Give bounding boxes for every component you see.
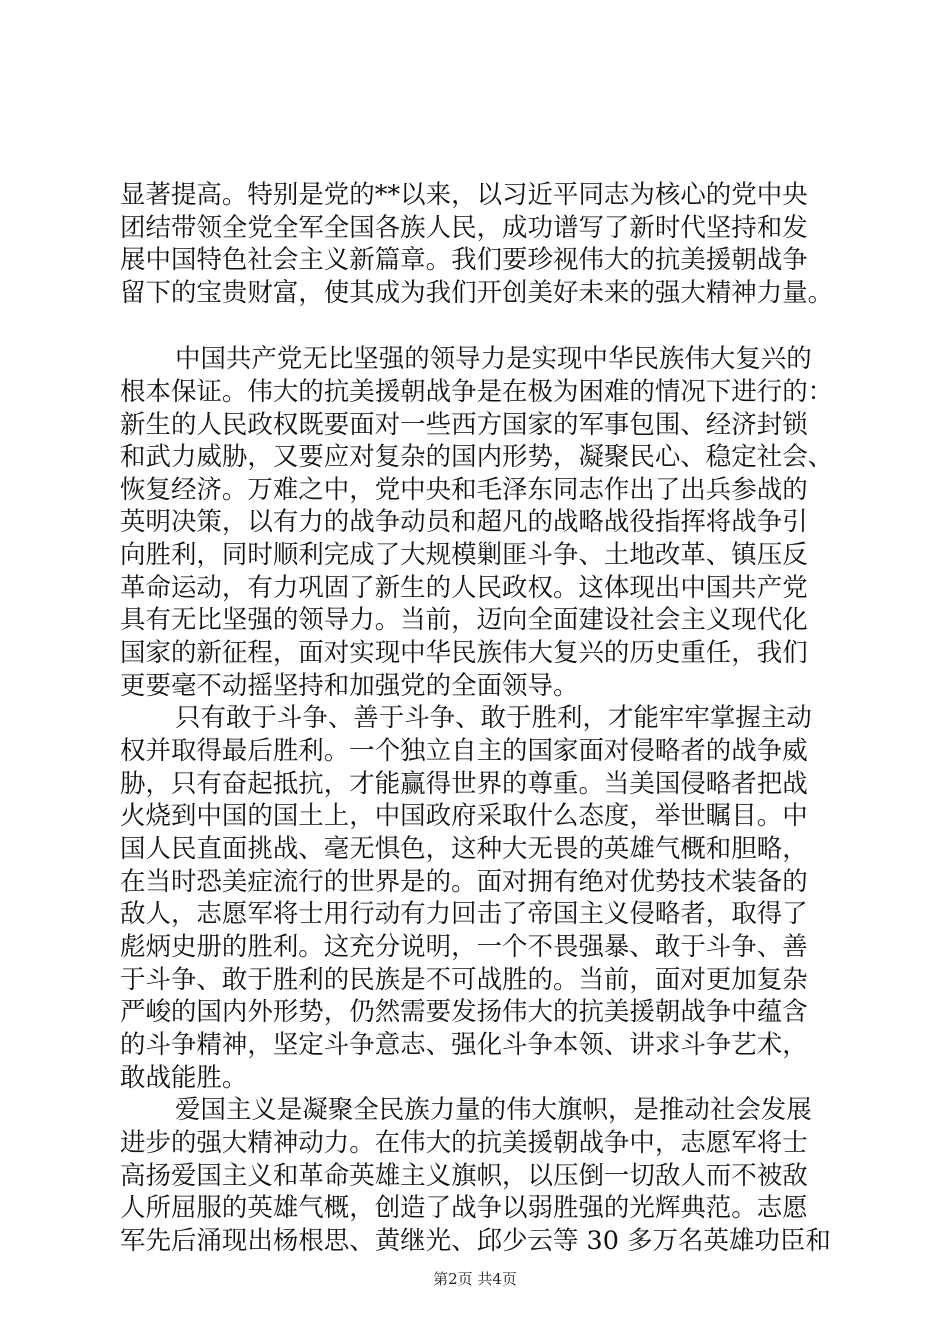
text-line: 军先后涌现出杨根思、黄继光、邱少云等 30 多万名英雄功臣和 bbox=[120, 1226, 831, 1256]
text-line: 恢复经济。万难之中，党中央和毛泽东同志作出了出兵参战的 bbox=[120, 475, 808, 505]
text-line: 展中国特色社会主义新篇章。我们要珍视伟大的抗美援朝战争 bbox=[120, 245, 808, 275]
text-line: 人所屈服的英雄气概，创造了战争以弱胜强的光辉典范。志愿 bbox=[120, 1193, 808, 1223]
text-line: 胁，只有奋起抵抗，才能赢得世界的尊重。当美国侵略者把战 bbox=[120, 769, 808, 799]
text-line: 和武力威胁，又要应对复杂的国内形势，凝聚民心、稳定社会、 bbox=[120, 442, 834, 472]
text-line: 权并取得最后胜利。一个独立自主的国家面对侵略者的战争威 bbox=[120, 736, 808, 766]
text-line: 在当时恐美症流行的世界是的。面对拥有绝对优势技术装备的 bbox=[120, 867, 808, 897]
text-line: 显著提高。特别是党的**以来，以习近平同志为核心的党中央 bbox=[120, 180, 808, 210]
text-line: 爱国主义是凝聚全民族力量的伟大旗帜，是推动社会发展 bbox=[175, 1095, 812, 1125]
text-line: 进步的强大精神动力。在伟大的抗美援朝战争中，志愿军将士 bbox=[120, 1128, 808, 1158]
text-line: 火烧到中国的国土上，中国政府采取什么态度，举世瞩目。中 bbox=[120, 801, 808, 831]
text-line: 革命运动，有力巩固了新生的人民政权。这体现出中国共产党 bbox=[120, 573, 808, 603]
text-line: 具有无比坚强的领导力。当前，迈向全面建设社会主义现代化 bbox=[120, 605, 808, 635]
text-line: 严峻的国内外形势，仍然需要发扬伟大的抗美援朝战争中蕴含 bbox=[120, 997, 808, 1027]
text-line: 新生的人民政权既要面对一些西方国家的军事包围、经济封锁 bbox=[120, 410, 808, 440]
text-line: 的斗争精神，坚定斗争意志、强化斗争本领、讲求斗争艺术， bbox=[120, 1030, 808, 1060]
text-line: 于斗争、敢于胜利的民族是不可战胜的。当前，面对更加复杂 bbox=[120, 965, 808, 995]
text-line: 向胜利，同时顺利完成了大规模剿匪斗争、土地改革、镇压反 bbox=[120, 540, 808, 570]
text-line: 彪炳史册的胜利。这充分说明，一个不畏强暴、敢于斗争、善 bbox=[120, 932, 808, 962]
text-line: 更要毫不动摇坚持和加强党的全面领导。 bbox=[120, 671, 579, 701]
text-line: 敢战能胜。 bbox=[120, 1063, 248, 1093]
text-line: 只有敢于斗争、善于斗争、敢于胜利，才能牢牢掌握主动 bbox=[175, 703, 812, 733]
text-line: 留下的宝贵财富，使其成为我们开创美好未来的强大精神力量。 bbox=[120, 278, 834, 308]
text-line: 中国共产党无比坚强的领导力是实现中华民族伟大复兴的 bbox=[175, 344, 812, 374]
text-line: 国人民直面挑战、毫无惧色，这种大无畏的英雄气概和胆略， bbox=[120, 834, 808, 864]
page-number-footer: 第2页 共4页 bbox=[433, 1270, 517, 1288]
text-line: 国家的新征程，面对实现中华民族伟大复兴的历史重任，我们 bbox=[120, 638, 808, 668]
text-line: 根本保证。伟大的抗美援朝战争是在极为困难的情况下进行的： bbox=[120, 377, 834, 407]
text-line: 高扬爱国主义和革命英雄主义旗帜，以压倒一切敌人而不被敌 bbox=[120, 1161, 808, 1191]
text-line: 英明决策，以有力的战争动员和超凡的战略战役指挥将战争引 bbox=[120, 507, 808, 537]
text-line: 团结带领全党全军全国各族人民，成功谱写了新时代坚持和发 bbox=[120, 213, 808, 243]
text-line: 敌人，志愿军将士用行动有力回击了帝国主义侵略者，取得了 bbox=[120, 899, 808, 929]
